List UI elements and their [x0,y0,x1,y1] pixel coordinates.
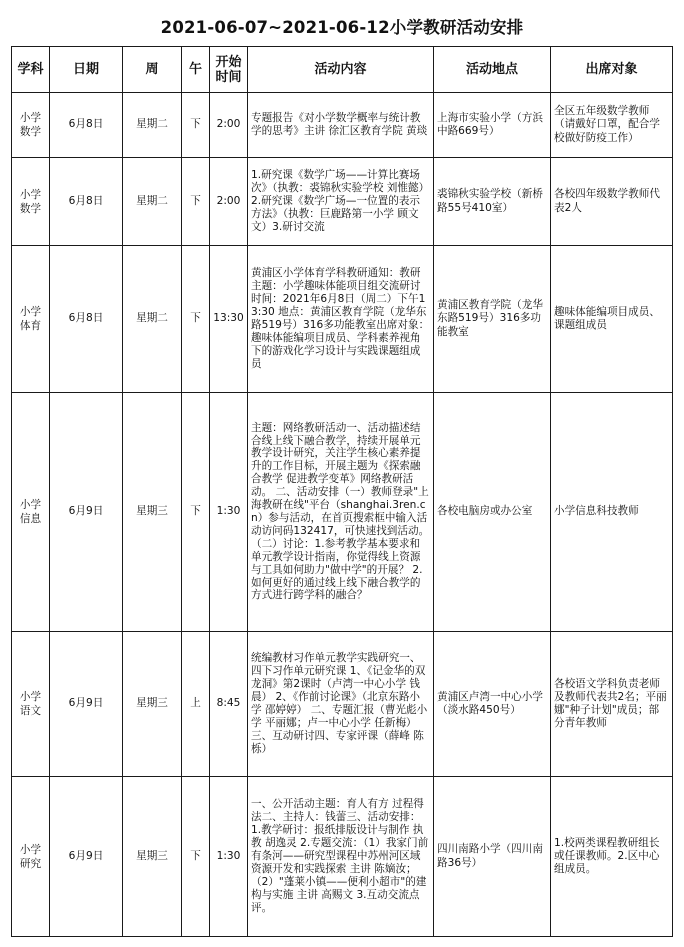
table-row [12,158,673,246]
cell-subject [12,632,50,777]
header-date: 日期 [50,47,123,93]
subject-line1: 小学 [19,188,42,201]
cell-period: 下 [182,93,210,158]
page-title: 2021-06-07~2021-06-12小学教研活动安排 [160,18,524,37]
subject-line2: 数学 [19,202,42,215]
cell-location: 黄浦区卢湾一中心小学（淡水路450号） [434,632,551,777]
header-weekday: 周 [123,47,182,93]
subject-line2: 数学 [19,126,42,138]
cell-time: 13:30 [210,246,248,393]
cell-subject [12,158,50,246]
subject-line1: 小学 [19,112,42,124]
cell-date: 6月8日 [50,93,123,158]
cell-weekday: 星期二 [123,93,182,158]
cell-content: 统编教材习作单元教学实践研究一、四下习作单元研究课 1、《记金华的双龙洞》第2课时（卢湾一中心小学 钱晨） 2、《作前讨论课》（北京东路小学 邵婷婷） 二、专题汇报（曹光彪小学 平丽娜；卢一中心小学 任新梅）三、互动研讨四、专家评课（薛峰 陈栎） [248,632,434,777]
cell-location: 四川南路小学（四川南路36号） [434,777,551,937]
cell-period: 下 [182,158,210,246]
cell-location: 上海市实验小学（方浜中路669号） [434,93,551,158]
cell-subject [12,246,50,393]
cell-subject [12,393,50,632]
table-row [12,93,673,158]
header-start-time-line2: 时间 [215,69,242,85]
table-row [12,632,673,777]
cell-time: 2:00 [210,158,248,246]
cell-weekday: 星期三 [123,393,182,632]
subject-line1: 小学 [19,499,42,511]
cell-attendees: 各校语文学科负责老师及教师代表共2名；平丽娜"种子计划"成员；部分青年教师 [551,632,673,777]
cell-date: 6月8日 [50,246,123,393]
subject-line2: 研究 [19,857,42,870]
header-subject: 学科 [12,47,50,93]
cell-location: 各校电脑房或办公室 [434,393,551,632]
subject-line1: 小学 [19,306,42,318]
cell-date: 6月9日 [50,393,123,632]
table-row [12,246,673,393]
cell-location: 黄浦区教育学院（龙华东路519号）316多功能教室 [434,246,551,393]
cell-attendees: 小学信息科技教师 [551,393,673,632]
cell-weekday: 星期三 [123,777,182,937]
cell-time: 2:00 [210,93,248,158]
subject-line1: 小学 [19,691,42,703]
cell-content: 1.研究课《数学广场——计算比赛场次》（执教：裘锦秋实验学校 刘惟懿） 2.研究课《数学广场—一位置的表示方法》（执教：巨鹿路第一小学 顾文文）3.研讨交流 [248,158,434,246]
cell-period: 上 [182,632,210,777]
cell-period: 下 [182,777,210,937]
cell-date: 6月9日 [50,632,123,777]
table-row [12,777,673,937]
cell-time: 8:45 [210,632,248,777]
header-row [12,47,673,93]
cell-weekday: 星期三 [123,632,182,777]
cell-time: 1:30 [210,777,248,937]
cell-attendees: 1.校两类课程教研组长或任课教师。2.区中心组成员。 [551,777,673,937]
cell-attendees: 趣味体能编项目成员、课题组成员 [551,246,673,393]
subject-line2: 语文 [19,705,42,717]
cell-content: 一、公开活动主题：育人有方 过程得法二、主持人：钱蕾三、活动安排：1.教学研讨：报纸排版设计与制作 执教 胡逸灵 2.专题交流：（1）我家门前有条河——研究型课程中苏州河区域资源开发和实践探索 主讲 陈嫡汝；（2）"蓬莱小镇——便利小超市"的建构与实施 主讲 高赐文 3.互动交流点评。 [248,777,434,937]
cell-subject [12,777,50,937]
subject-line2: 体育 [19,320,42,332]
header-period: 午 [182,47,210,93]
header-content: 活动内容 [248,47,434,93]
subject-line1: 小学 [19,843,42,856]
cell-weekday: 星期二 [123,158,182,246]
cell-time: 1:30 [210,393,248,632]
cell-attendees: 全区五年级数学教师（请戴好口罩，配合学校做好防疫工作） [551,93,673,158]
cell-content: 黄浦区小学体育学科教研通知：教研主题：小学趣味体能项目组交流研讨时间：2021年6月8日（周二）下午13:30 地点：黄浦区教育学院（龙华东路519号）316多功能教室出席对象： 趣味体能编项目成员、学科素养视角下的游戏化学习设计与实践课题组成员 [248,246,434,393]
cell-period: 下 [182,393,210,632]
header-start-time-line1: 开始 [215,54,242,70]
cell-weekday: 星期二 [123,246,182,393]
cell-content: 专题报告《对小学数学概率与统计教学的思考》主讲 徐汇区教育学院 黄琰 [248,93,434,158]
cell-subject [12,93,50,158]
schedule-table [11,46,673,937]
header-location: 活动地点 [434,47,551,93]
header-attendees: 出席对象 [551,47,673,93]
subject-line2: 信息 [19,513,42,525]
cell-location: 裘锦秋实验学校（新桥路55号410室） [434,158,551,246]
header-start-time [210,47,248,93]
table-row [12,393,673,632]
cell-date: 6月8日 [50,158,123,246]
cell-date: 6月9日 [50,777,123,937]
cell-period: 下 [182,246,210,393]
cell-attendees: 各校四年级数学教师代表2人 [551,158,673,246]
cell-content: 主题：网络教研活动一、活动描述结合线上线下融合教学，持续开展单元教学设计研究，关注学生核心素养提升的工作目标，开展主题为《探索融合教学 促进教学变革》网络教研活动。 二、活动安排（一）教师登录"上海教研在线"平台（shanghai.3ren.cn）参与活动，在首页搜索框中输入活动访问码132417，可快速找到活动。（二）讨论：1.参考教学基本要求和单元教学设计指南，你觉得线上资源与工具如何助力"做中学"的开展？ 2.如何更好的通过线上线下融合教学的方式进行跨学科的融合？ [248,393,434,632]
